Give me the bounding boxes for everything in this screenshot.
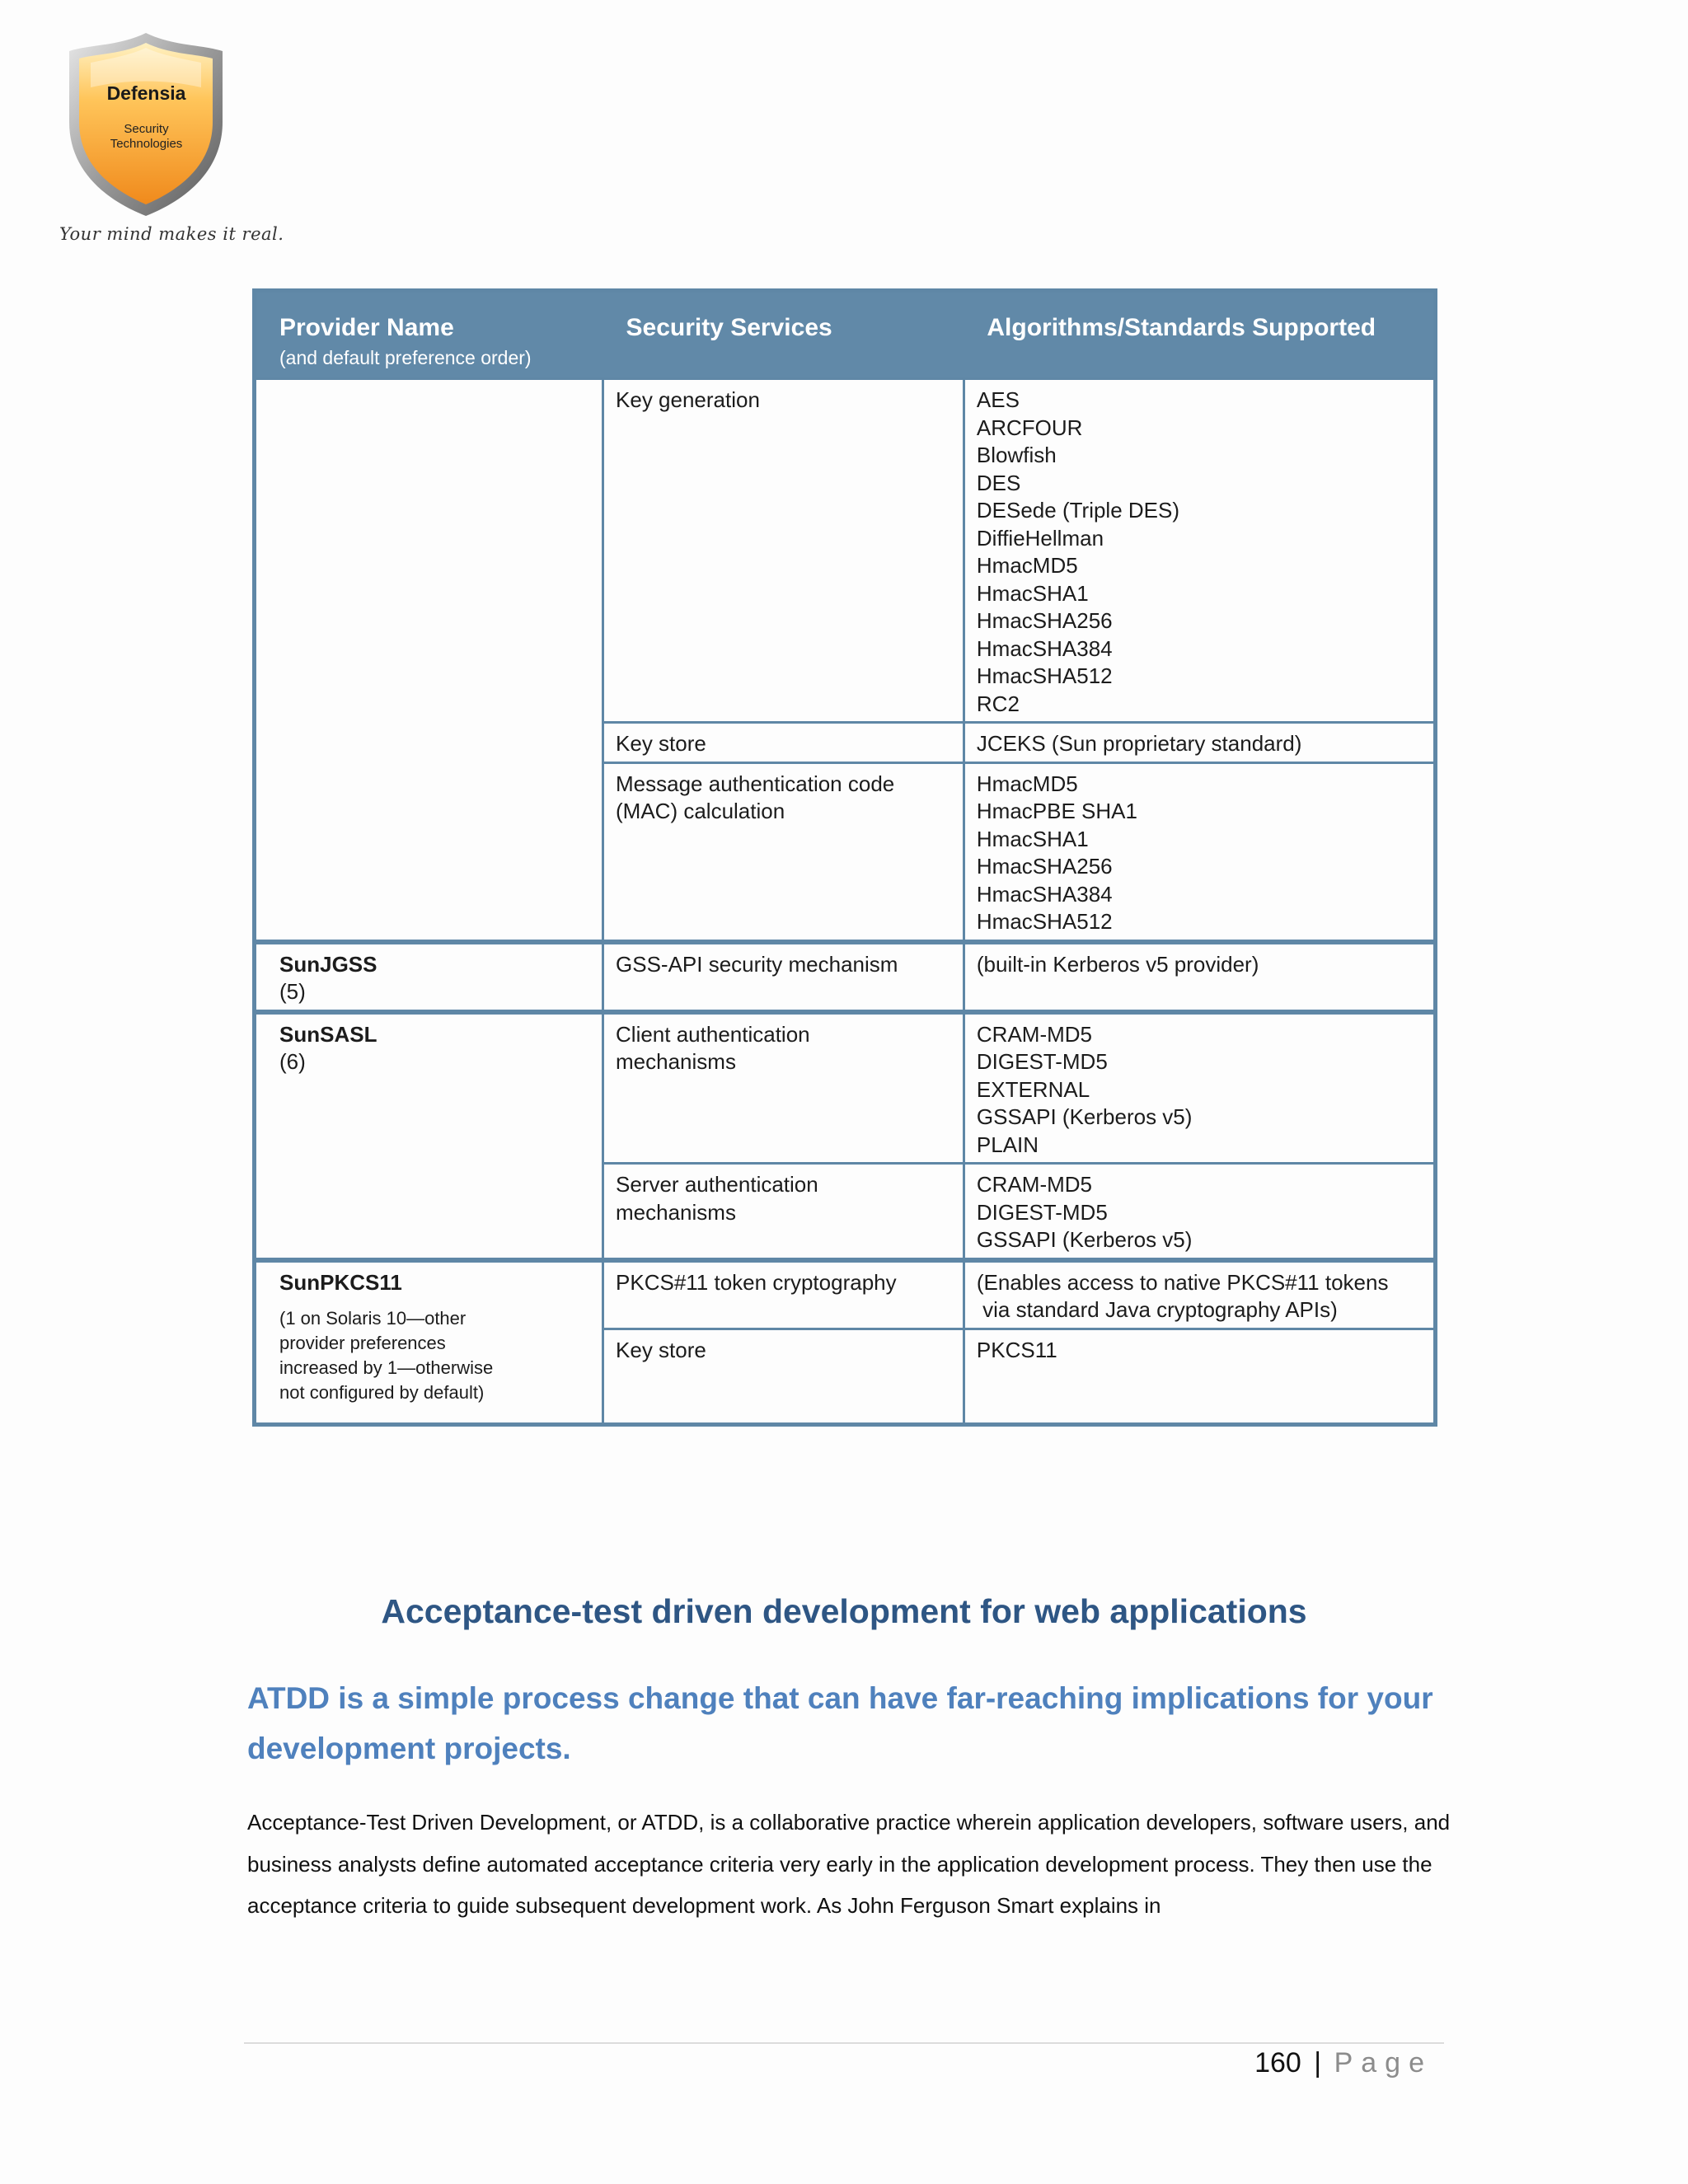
provider-order: (5) bbox=[279, 979, 306, 1004]
provider-name: SunJGSS bbox=[279, 951, 377, 977]
company-logo bbox=[66, 30, 227, 219]
page-number: 160 bbox=[1254, 2047, 1301, 2079]
algorithms-cell: CRAM-MD5 DIGEST-MD5 GSSAPI (Kerberos v5) bbox=[964, 1164, 1435, 1260]
provider-name: SunSASL bbox=[279, 1021, 377, 1047]
article-body: Acceptance-Test Driven Development, or ATDD, is a collaborative practice wherein application developers, software users, and business analysts define automated acceptance criteria very early in the application development process. They then use the acceptance criteria to guide subsequent development work. As John Ferguson Smart explains in bbox=[247, 1810, 1451, 1918]
provider-note: (1 on Solaris 10—other provider preferences increased by 1—otherwise not configured by default) bbox=[279, 1308, 494, 1403]
algorithms-cell: AES ARCFOUR Blowfish DES DESede (Triple DES) DiffieHellman HmacMD5 HmacSHA1 HmacSHA256 HmacSHA384 HmacSHA512 RC2 bbox=[964, 379, 1435, 723]
service-cell: Client authentication mechanisms bbox=[603, 1012, 964, 1164]
service-cell: Message authentication code (MAC) calculation bbox=[603, 762, 964, 942]
provider-cell bbox=[255, 1260, 603, 1425]
service-cell: GSS-API security mechanism bbox=[603, 942, 964, 1012]
table-row bbox=[255, 942, 1436, 1012]
algorithms-cell: (Enables access to native PKCS#11 tokens via standard Java cryptography APIs) bbox=[964, 1260, 1435, 1329]
provider-order: (6) bbox=[279, 1049, 306, 1074]
article-title: Acceptance-test driven development for web applications bbox=[381, 1592, 1307, 1630]
service-cell: Server authentication mechanisms bbox=[603, 1164, 964, 1260]
page-label: Page bbox=[1334, 2047, 1432, 2079]
page-footer bbox=[1254, 2047, 1432, 2079]
article-subtitle: ATDD is a simple process change that can have far-reaching implications for your development projects. bbox=[247, 1681, 1433, 1765]
table-row bbox=[255, 1012, 1436, 1164]
provider-name: SunPKCS11 bbox=[279, 1269, 402, 1295]
provider-cell bbox=[255, 942, 603, 1012]
algorithms-cell: JCEKS (Sun proprietary standard) bbox=[964, 723, 1435, 763]
table-row bbox=[255, 1260, 1436, 1329]
algorithms-cell: PKCS11 bbox=[964, 1329, 1435, 1424]
provider-cell bbox=[255, 1012, 603, 1260]
header-provider: Provider Name (and default preference order) bbox=[255, 291, 603, 379]
logo-brand-text: Defensia bbox=[106, 82, 186, 104]
provider-table bbox=[252, 288, 1437, 1427]
service-cell: PKCS#11 token cryptography bbox=[603, 1260, 964, 1329]
header-provider-sub: (and default preference order) bbox=[279, 347, 532, 368]
service-cell: Key store bbox=[603, 1329, 964, 1424]
table-header-row bbox=[255, 291, 1436, 379]
algorithms-cell: (built-in Kerberos v5 provider) bbox=[964, 942, 1435, 1012]
algorithms-cell: HmacMD5 HmacPBE SHA1 HmacSHA1 HmacSHA256 HmacSHA384 HmacSHA512 bbox=[964, 762, 1435, 942]
logo-tagline: Your mind makes it real. bbox=[59, 224, 284, 244]
footer-divider bbox=[244, 2042, 1444, 2044]
service-cell: Key generation bbox=[603, 379, 964, 723]
footer-separator: | bbox=[1314, 2047, 1322, 2079]
algorithms-cell: CRAM-MD5 DIGEST-MD5 EXTERNAL GSSAPI (Kerberos v5) PLAIN bbox=[964, 1012, 1435, 1164]
header-services: Security Services bbox=[603, 291, 964, 379]
provider-cell bbox=[255, 379, 603, 942]
header-algorithms: Algorithms/Standards Supported bbox=[964, 291, 1435, 379]
table-row bbox=[255, 379, 1436, 723]
service-cell: Key store bbox=[603, 723, 964, 763]
logo-subtitle: Security Technologies bbox=[110, 122, 183, 151]
